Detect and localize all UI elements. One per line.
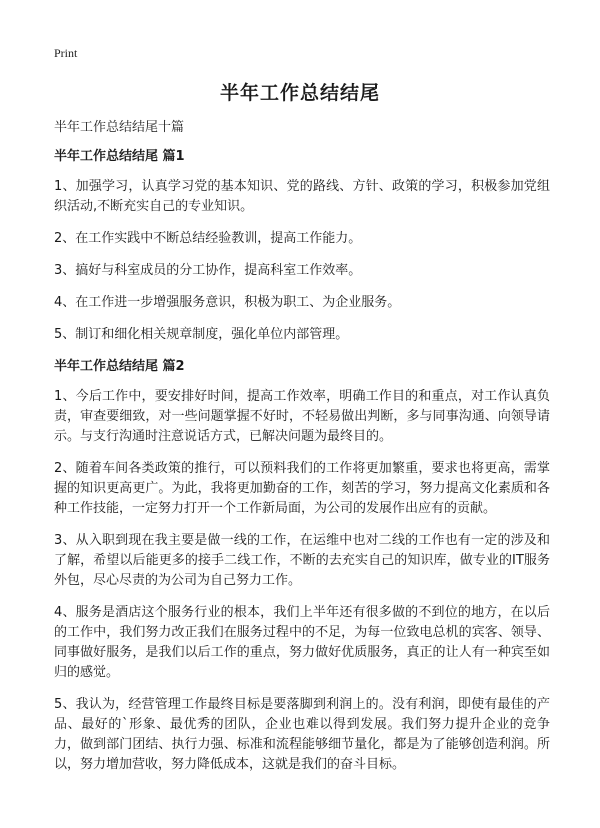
section-2 (54, 357, 550, 775)
paragraph: 2、在工作实践中不断总结经验教训，提高工作能力。 (54, 231, 362, 246)
document-body (54, 118, 550, 787)
paragraph: 3、搞好与科室成员的分工协作，提高科室工作效率。 (54, 263, 362, 278)
paragraph: 3、从入职到现在我主要是做一线的工作，在运维中也对二线的工作也有一定的涉及和了解，希望以后能更多的接手二线工作，不断的去充实自己的知识库，做专业的IT服务外包，尽心尽责的为公司为自己努力工作。 (54, 533, 550, 588)
print-label[interactable]: Print (54, 46, 78, 60)
paragraph: 4、在工作进一步增强服务意识，积极为职工、为企业服务。 (54, 295, 401, 310)
section-heading: 半年工作总结结尾 篇1 (54, 149, 185, 164)
paragraph: 4、服务是酒店这个服务行业的根本，我们上半年还有很多做的不到位的地方，在以后的工作中，我们努力改正我们在服务过程中的不足，为每一位致电总机的宾客、领导、同事做好服务，是我们以后工作的重点，努力做好优质服务，真正的让人有一种宾至如归的感觉。 (54, 605, 550, 680)
section-heading: 半年工作总结结尾 篇2 (54, 359, 185, 374)
paragraph: 5、我认为，经营管理工作最终目标是要落脚到利润上的。没有利润，即使有最佳的产品、最好的`形象、最优秀的团队，企业也难以得到发展。我们努力提升企业的竞争力，做到部门团结、执行力强、标准和流程能够细节量化，都是为了能够创造利润。所以，努力增加营收，努力降低成本，这就是我们的奋斗目标。 (54, 697, 550, 772)
page-title: 半年工作总结结尾 (219, 82, 380, 104)
document-subtitle: 半年工作总结结尾十篇 (54, 120, 185, 135)
paragraph: 1、加强学习，认真学习党的基本知识、党的路线、方针、政策的学习，积极参加党组织活动,不断充实自己的专业知识。 (54, 179, 550, 214)
paragraph: 2、随着车间各类政策的推行，可以预料我们的工作将更加繁重，要求也将更高，需掌握的知识更高更广。为此，我将更加勤奋的工作，刻苦的学习，努力提高文化素质和各种工作技能，一定努力打开一个工作新局面，为公司的发展作出应有的贡献。 (54, 461, 550, 516)
paragraph: 5、制订和细化相关规章制度，强化单位内部管理。 (54, 327, 349, 342)
paragraph: 1、今后工作中，要安排好时间，提高工作效率，明确工作目的和重点，对工作认真负责，审查要细致，对一些问题掌握不好时，不轻易做出判断，多与同事沟通、向领导请示。与支行沟通时注意说话方式，已解决问题为最终目的。 (54, 389, 550, 444)
section-1 (54, 147, 550, 345)
